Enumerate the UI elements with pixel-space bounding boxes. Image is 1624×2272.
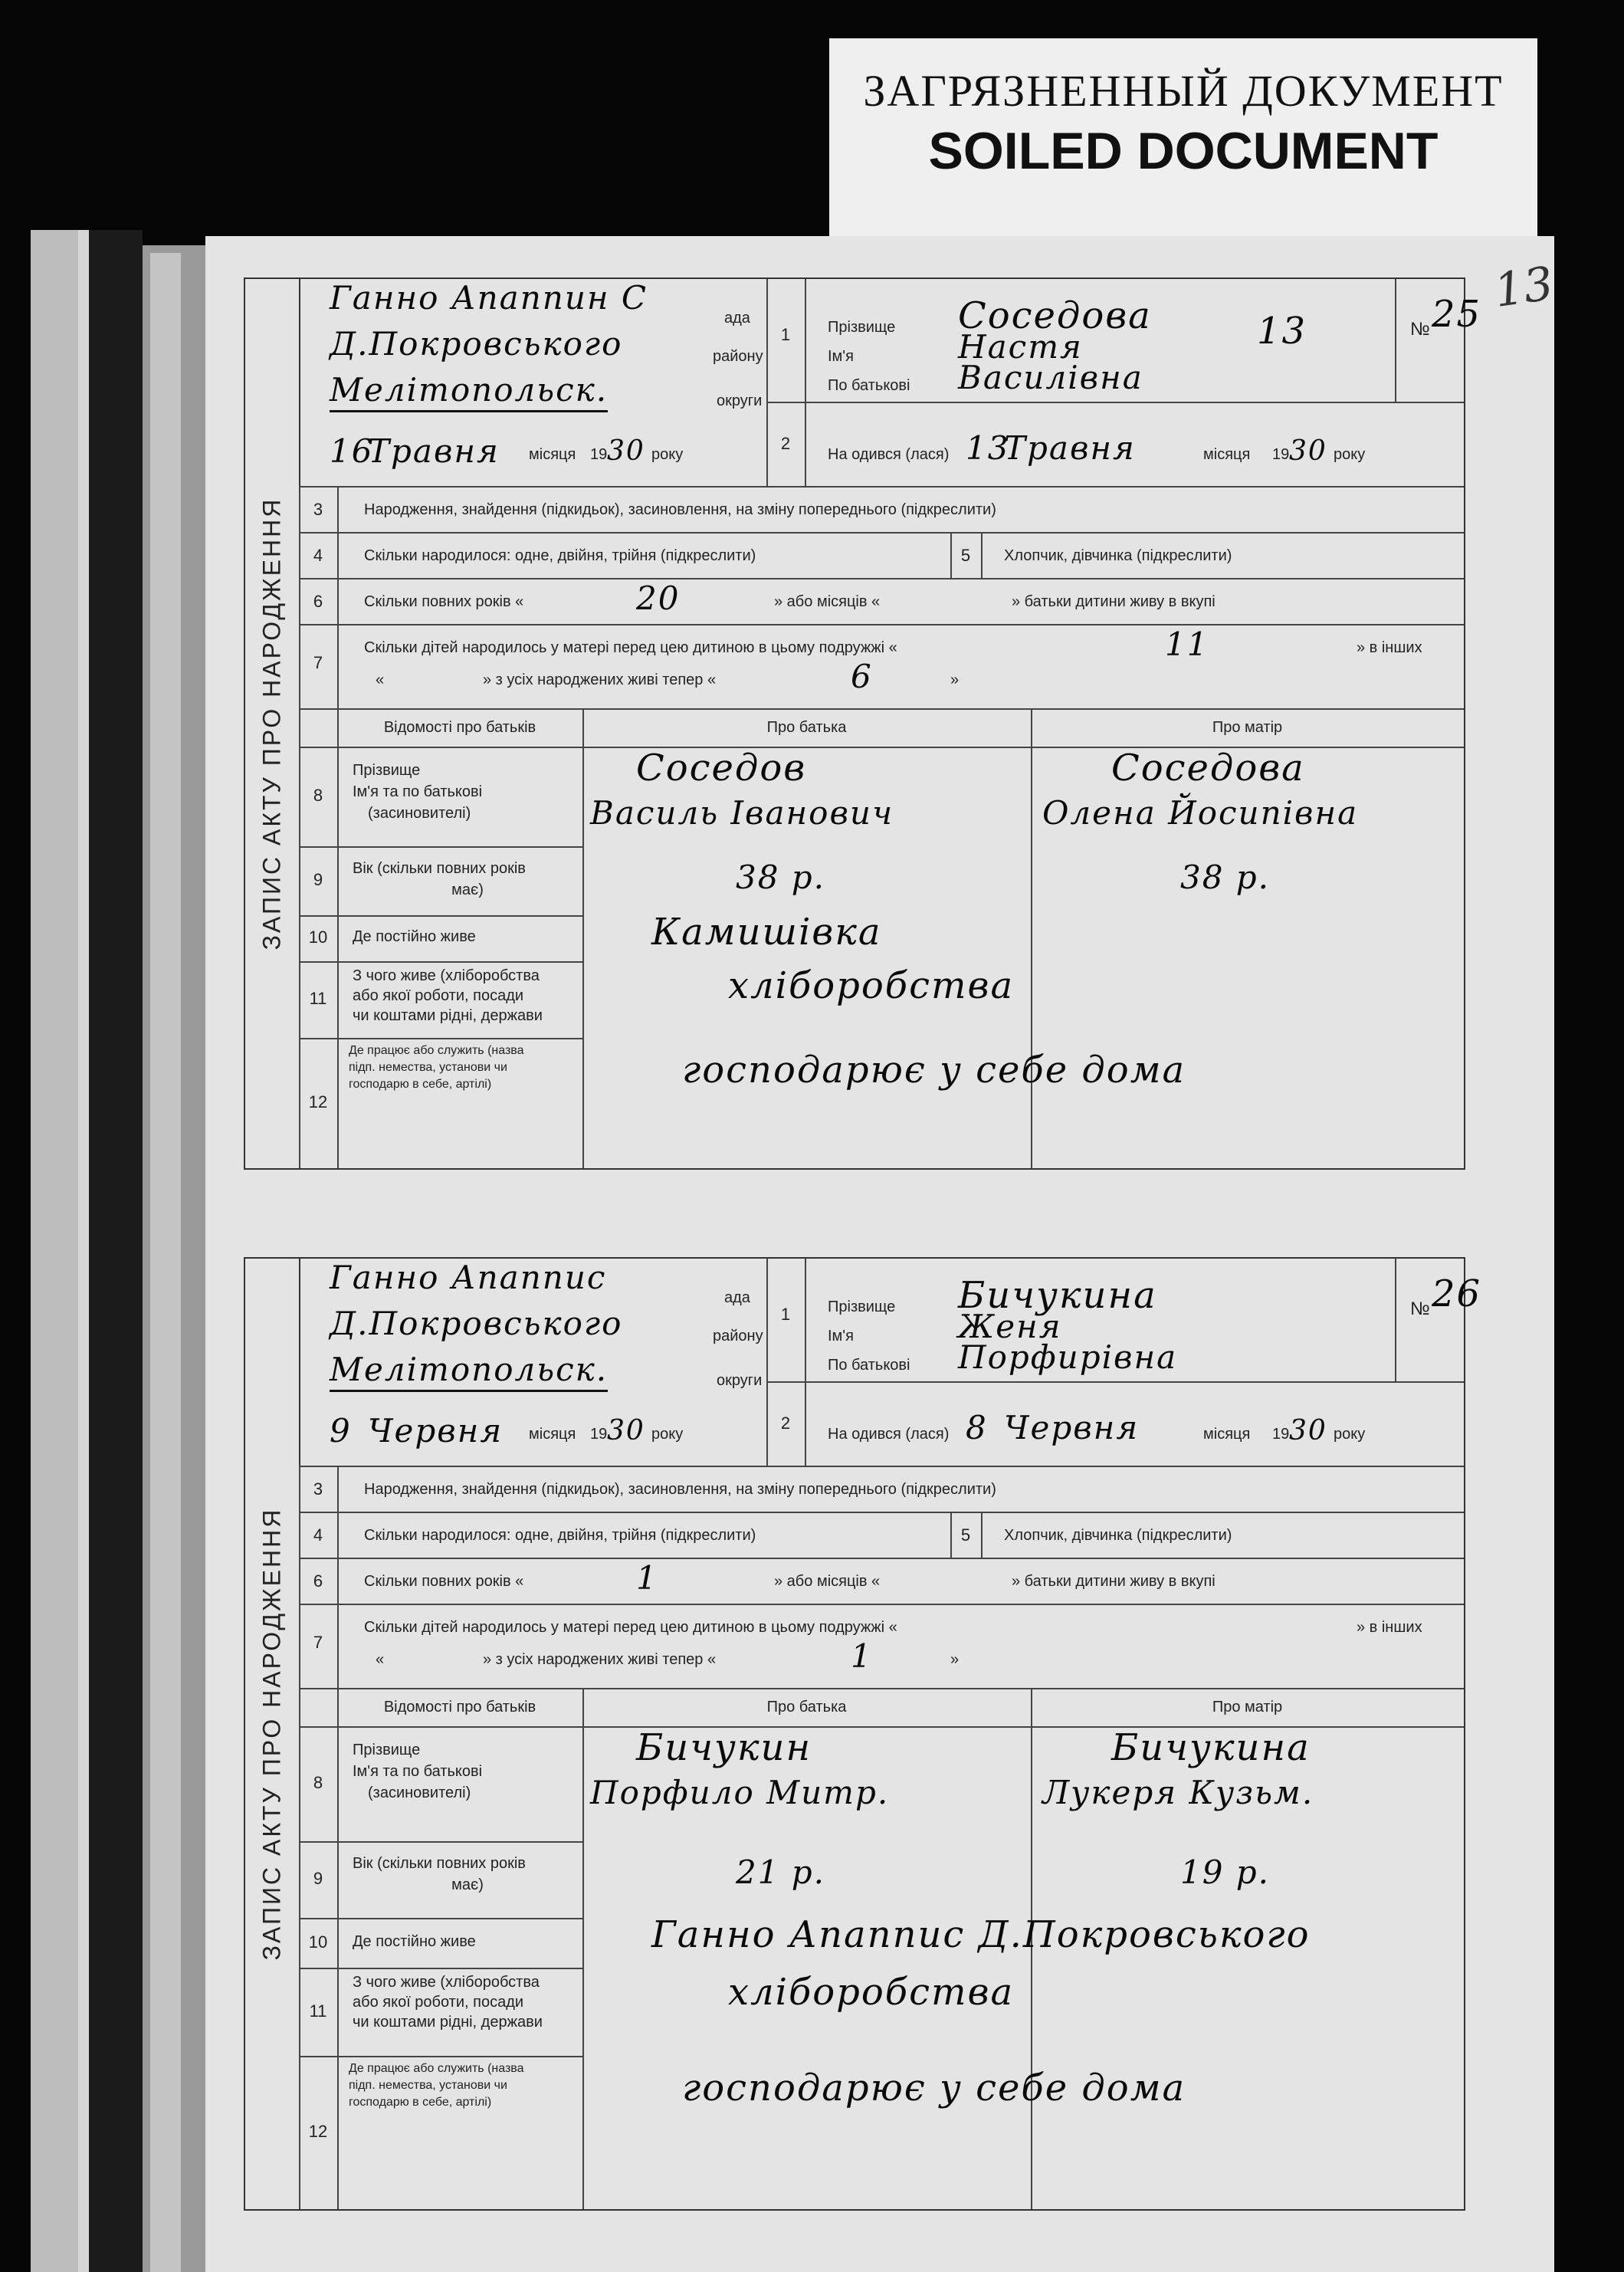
record-side-title: ЗАПИС АКТУ ПРО НАРОДЖЕННЯ [245, 279, 300, 1168]
birth-record-26 [244, 1257, 1482, 2211]
father-given-names: Порфило Митр. [590, 1774, 890, 1811]
reg-day: 9 [330, 1412, 352, 1450]
header-parents-info: Відомості про батьків [383, 1699, 536, 1715]
father-surname: Бичукин [636, 1726, 812, 1769]
birth-month: Червня [1004, 1409, 1140, 1446]
record-side-title: ЗАПИС АКТУ ПРО НАРОДЖЕННЯ [245, 1259, 300, 2209]
mother-given-names: Олена Йосипівна [1042, 794, 1359, 832]
rada-name: Ганно Апаппин С [330, 279, 648, 317]
label-english: SOILED DOCUMENT [928, 122, 1439, 180]
workplace: господарює у себе дома [682, 2067, 1186, 2109]
occupation: хліборобства [728, 964, 1015, 1007]
reg-month: Червня [368, 1412, 504, 1450]
reg-day: 16 [330, 432, 374, 470]
district-name: Д.Покровського [330, 1305, 623, 1342]
child-surname: Соседова [958, 294, 1152, 337]
binding-gutter [89, 230, 143, 2272]
record-number: 25 [1432, 293, 1482, 336]
okruga-name: Мелітопольск. [330, 371, 608, 412]
record-form: Ганно Апаппин С ада Д.Покровського району Мелітопольск. округи 16 Травня місяця 19 30 року 1 Прізвище Соседова Ім'я Настя По батькові Василівна 13 № 25 2 На одився (лася) 13 Травня місяця 19 30 року 3 Народження, знайдення (підкидьок), засиновлення, на зміну попереднього (підкреслити) 4 Скільки народилося: одне, двійня, трійня (підкреслити) 5 Хлопчик, дівчинка (підкреслити) 6 Скільки повних років « 20 » або місяців « » батьки дитини живу в вкупі 7 Скільки дітей народилось у матері перед цею дитиною в цьому подружжі « 11 » в інших « » з усіх народжених живі тепер « 6 » Відомості про батьків Про батька Про матір 8 Прізвище Ім'я та по батькові (засиновителі) Соседов Василь Іванович Соседова Олена Йосипівна 9 Вік (скільки повних років має) 38 р. 38 р. 10 Де постійно живе Камишівка 11 З чого живе (хліборобства або якої роботи, посади чи коштами рідні, держави хліборобства 12 Де працює або служить (назва підп. немества, установи чи господарю в себе, артілі) господарює у себе дома [299, 279, 1464, 1168]
record-form: Ганно Апаппис ада Д.Покровського району Мелітопольск. округи 9 Червня місяця 19 30 року 1 Прізвище Бичукина Ім'я Женя По батькові Порфирівна № 26 2 На одився (лася) 8 Червня місяця 19 30 року 3 Народження, знайдення (підкидьок), засиновлення, на зміну попереднього (підкреслити) 4 Скільки народилося: одне, двійня, трійня (підкреслити) 5 Хлопчик, дівчинка (підкреслити) 6 Скільки повних років « 1 » або місяців « » батьки дитини живу в вкупі 7 Скільки дітей народилось у матері перед цею дитиною в цьому подружжі « » в інших « » з усіх народжених живі тепер « 1 » Відомості про батьків Про батька Про матір 8 Прізвище Ім'я та по батькові (засиновителі) Бичукин Порфило Митр. Бичукина Лукеря Кузьм. 9 Вік (скільки повних років має) 21 р. 19 р. 10 Де постійно живе Ганно Апаппис Д.Покровського 11 З чого живе (хліборобства або якої роботи, посади чи коштами рідні, держави хліборобства 12 Де працює або служить (назва підп. немества, установи чи господарю в себе, артілі) господарює у себе дома [299, 1259, 1464, 2209]
child-name: Настя [958, 328, 1083, 366]
birth-month: Травня [1004, 429, 1136, 467]
adjacent-page-edge [31, 230, 78, 2272]
okruga-name: Мелітопольск. [330, 1351, 608, 1392]
workplace: господарює у себе дома [682, 1049, 1186, 1092]
header-father: Про батька [766, 719, 847, 736]
residence: Камишівка [651, 911, 882, 954]
birth-day: 8 [966, 1409, 988, 1446]
living-now: 1 [851, 1637, 873, 1675]
margin-mark: 13 [1257, 310, 1307, 353]
header-father: Про батька [766, 1699, 847, 1715]
birth-year: 30 [1289, 435, 1327, 467]
rada-name: Ганно Апаппис [330, 1259, 607, 1296]
birth-year: 30 [1289, 1415, 1327, 1446]
child-surname: Бичукина [958, 1274, 1157, 1317]
years-together: 20 [636, 579, 681, 617]
soiled-document-label [829, 38, 1537, 244]
page-number: 13 [1491, 257, 1557, 318]
record-number: 26 [1432, 1272, 1482, 1315]
child-patronymic: Порфирівна [958, 1338, 1178, 1376]
child-patronymic: Василівна [958, 359, 1143, 396]
residence: Ганно Апаппис Д.Покровського [651, 1913, 1311, 1956]
district-name: Д.Покровського [330, 325, 623, 363]
row-sex: Хлопчик, дівчинка (підкреслити) [1004, 547, 1232, 564]
row-multiplicity: Скільки народилося: одне, двійня, трійня (підкреслити) [364, 1527, 756, 1544]
row-sex: Хлопчик, дівчинка (підкреслити) [1004, 1527, 1232, 1544]
reg-month: Травня [368, 432, 500, 470]
birth-day: 13 [966, 429, 1010, 467]
birth-record-25 [244, 277, 1482, 1170]
living-now: 6 [851, 658, 873, 695]
reg-year: 30 [607, 1415, 645, 1446]
mother-given-names: Лукеря Кузьм. [1042, 1774, 1314, 1811]
father-age: 38 р. [736, 859, 826, 896]
row-event-type: Народження, знайдення (підкидьок), засиновлення, на зміну попереднього (підкреслити) [364, 1481, 996, 1498]
children-before: 11 [1165, 625, 1209, 663]
father-age: 21 р. [736, 1853, 826, 1891]
header-mother: Про матір [1212, 719, 1283, 736]
mother-age: 38 р. [1180, 859, 1271, 896]
mother-surname: Бичукина [1111, 1726, 1311, 1769]
mother-surname: Соседова [1111, 747, 1305, 790]
mother-age: 19 р. [1180, 1853, 1271, 1891]
father-surname: Соседов [636, 747, 807, 790]
father-given-names: Василь Іванович [590, 794, 894, 832]
label-russian: ЗАГРЯЗНЕННЫЙ ДОКУМЕНТ [863, 66, 1504, 116]
child-name: Женя [958, 1308, 1062, 1345]
header-parents-info: Відомості про батьків [383, 719, 536, 736]
header-mother: Про матір [1212, 1699, 1283, 1715]
occupation: хліборобства [728, 1971, 1015, 2014]
row-event-type: Народження, знайдення (підкидьок), засиновлення, на зміну попереднього (підкреслити) [364, 501, 996, 518]
years-together: 1 [636, 1559, 658, 1597]
reg-year: 30 [607, 435, 645, 467]
row-multiplicity: Скільки народилося: одне, двійня, трійня (підкреслити) [364, 547, 756, 564]
